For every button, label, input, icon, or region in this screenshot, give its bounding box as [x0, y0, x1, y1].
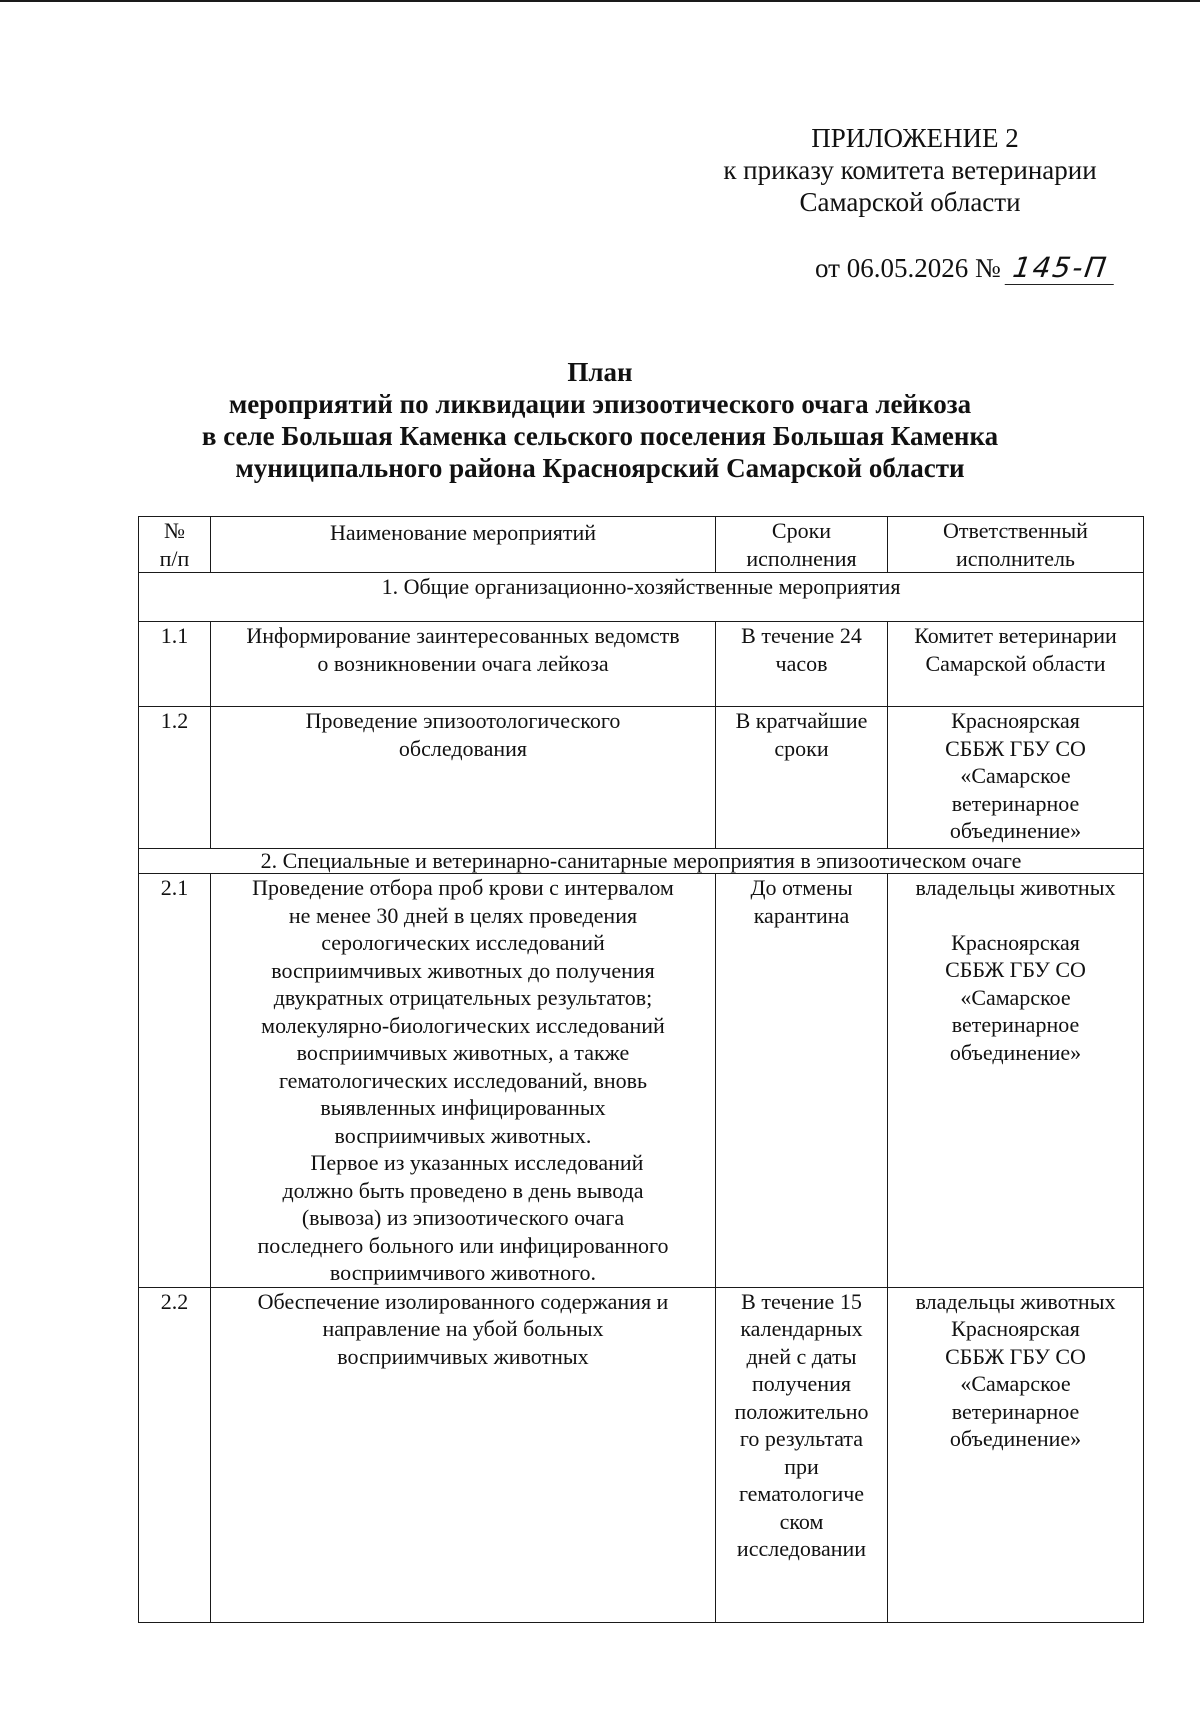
header-number: [139, 517, 211, 573]
title-line-4: муниципального района Красноярский Самарской области: [235, 453, 965, 483]
header-resp-line-2: исполнитель: [956, 545, 1075, 571]
section-title-2: 2. Специальные и ветеринарно-санитарные мероприятия в эпизоотическом очаге: [139, 849, 1144, 874]
section-row-1: [139, 573, 1144, 622]
row-measure: [211, 622, 716, 707]
measure-line: восприимчивых животных до получения: [271, 957, 655, 983]
row-measure: [211, 1287, 716, 1622]
section-row-2: [139, 849, 1144, 874]
measure-line: не менее 30 дней в целях проведения: [288, 902, 638, 928]
row-term: [716, 874, 888, 1288]
term-line: исследовании: [736, 1536, 867, 1561]
measure-line: Первое из указанных исследований: [310, 1150, 644, 1175]
term-line: ском: [779, 1508, 824, 1534]
row-number: 2.2: [139, 1287, 211, 1622]
order-date-number: [815, 252, 1116, 285]
term-line: положительно: [734, 1398, 869, 1424]
term-line: карантина: [753, 902, 850, 928]
order-reference: к приказу комитета ветеринарии: [723, 155, 1097, 185]
measures-table: [138, 516, 1144, 1623]
responsible-line: Комитет ветеринарии: [914, 623, 1117, 648]
responsible-line: «Самарское: [960, 984, 1071, 1010]
document-title: [130, 356, 1070, 484]
measure-line: (вывоза) из эпизоотического очага: [301, 1205, 625, 1230]
section-title-1: 1. Общие организационно-хозяйственные мероприятия: [139, 573, 1144, 622]
term-line: В течение 24: [741, 623, 862, 648]
term-line: часов: [775, 650, 828, 676]
responsible-gap: [894, 902, 1137, 929]
measure-line: гематологических исследований, вновь: [278, 1067, 648, 1093]
header-name: [211, 517, 716, 573]
row-term: [716, 622, 888, 707]
responsible-line: ветеринарное: [951, 790, 1080, 816]
measure-line: Обеспечение изолированного содержания и: [257, 1288, 669, 1314]
row-number: 1.1: [139, 622, 211, 707]
title-line-2: мероприятий по ликвидации эпизоотического очага лейкоза: [228, 389, 972, 419]
row-number: 1.2: [139, 707, 211, 849]
term-line: В течение 15: [741, 1288, 862, 1314]
measure-line: Проведение отбора проб крови с интервалом: [252, 875, 674, 900]
responsible-line: объединение»: [949, 818, 1082, 843]
measure-line: восприимчивых животных, а также: [296, 1040, 630, 1065]
responsible-line: «Самарское: [960, 1371, 1071, 1396]
table-header-row: [139, 517, 1144, 573]
header-name-text: Наименование мероприятий: [329, 520, 597, 545]
header-term-line-2: исполнения: [746, 545, 857, 571]
region-name: Самарской области: [799, 187, 1021, 217]
responsible-line: СББЖ ГБУ СО: [945, 957, 1086, 982]
measure-line: выявленных инфицированных: [320, 1095, 606, 1120]
term-line: гематологиче: [738, 1481, 865, 1506]
title-line-1: План: [567, 357, 633, 387]
row-term: [716, 1287, 888, 1622]
table-row: [139, 874, 1144, 1288]
row-measure: [211, 707, 716, 849]
responsible-line: Красноярская: [951, 929, 1080, 955]
header-number-line-1: №: [164, 518, 185, 543]
title-line-3: в селе Большая Каменка сельского поселения Большая Каменка: [201, 421, 999, 451]
measure-line: серологических исследований: [321, 930, 605, 955]
approval-header: [680, 122, 1140, 218]
header-resp-line-1: Ответственный: [943, 518, 1088, 543]
measure-line: о возникновении очага лейкоза: [317, 650, 609, 676]
term-line: В кратчайшие: [735, 708, 868, 733]
row-term: [716, 707, 888, 849]
measure-line: молекулярно-биологических исследований: [261, 1012, 665, 1038]
term-line: получения: [752, 1371, 851, 1396]
responsible-line: СББЖ ГБУ СО: [945, 735, 1086, 761]
responsible-owners: владельцы животных: [915, 875, 1116, 900]
order-number-handwritten: 145-П: [1005, 252, 1118, 285]
measure-line: направление на убой больных: [322, 1316, 604, 1341]
responsible-line: Красноярская: [951, 708, 1080, 733]
term-line: календарных: [740, 1316, 863, 1341]
responsible-line: «Самарское: [960, 763, 1071, 788]
measure-line: должно быть проведено в день вывода: [282, 1177, 644, 1203]
table-row: [139, 1287, 1144, 1622]
term-line: сроки: [774, 735, 829, 761]
measure-line: восприимчивых животных.: [334, 1122, 592, 1148]
responsible-line: ветеринарное: [951, 1398, 1080, 1424]
measure-line: последнего больного или инфицированного: [257, 1232, 669, 1258]
row-measure: [211, 874, 716, 1288]
order-date: от 06.05.2026 №: [815, 253, 1001, 283]
term-line: го результата: [739, 1426, 864, 1451]
header-number-line-2: п/п: [159, 545, 190, 571]
responsible-line: владельцы животных: [915, 1288, 1116, 1314]
header-term: [716, 517, 888, 573]
term-line: дней с даты: [746, 1343, 857, 1369]
term-line: при: [784, 1453, 819, 1479]
row-responsible: [888, 622, 1144, 707]
table-row: [139, 622, 1144, 707]
term-line: До отмены: [750, 875, 853, 900]
measure-line: восприимчивых животных: [337, 1343, 589, 1369]
table-row: [139, 707, 1144, 849]
measure-line: двукратных отрицательных результатов;: [273, 985, 653, 1010]
row-number: 2.1: [139, 874, 211, 1288]
responsible-line: Красноярская: [951, 1316, 1080, 1341]
responsible-line: объединение»: [949, 1426, 1082, 1451]
responsible-line: ветеринарное: [951, 1012, 1080, 1037]
measure-line: Информирование заинтересованных ведомств: [246, 623, 680, 648]
responsible-line: Самарской области: [925, 650, 1106, 676]
responsible-line: СББЖ ГБУ СО: [945, 1343, 1086, 1369]
row-responsible: [888, 707, 1144, 849]
header-term-line-1: Сроки: [771, 518, 832, 543]
responsible-line: объединение»: [949, 1039, 1082, 1065]
scan-top-edge: [0, 0, 1200, 2]
measure-line: обследования: [398, 735, 528, 761]
measure-line: Проведение эпизоотологического: [305, 708, 621, 733]
row-responsible: [888, 1287, 1144, 1622]
row-responsible: [888, 874, 1144, 1288]
header-responsible: [888, 517, 1144, 573]
appendix-label: ПРИЛОЖЕНИЕ 2: [811, 123, 1019, 153]
measure-line: восприимчивого животного.: [329, 1260, 597, 1285]
